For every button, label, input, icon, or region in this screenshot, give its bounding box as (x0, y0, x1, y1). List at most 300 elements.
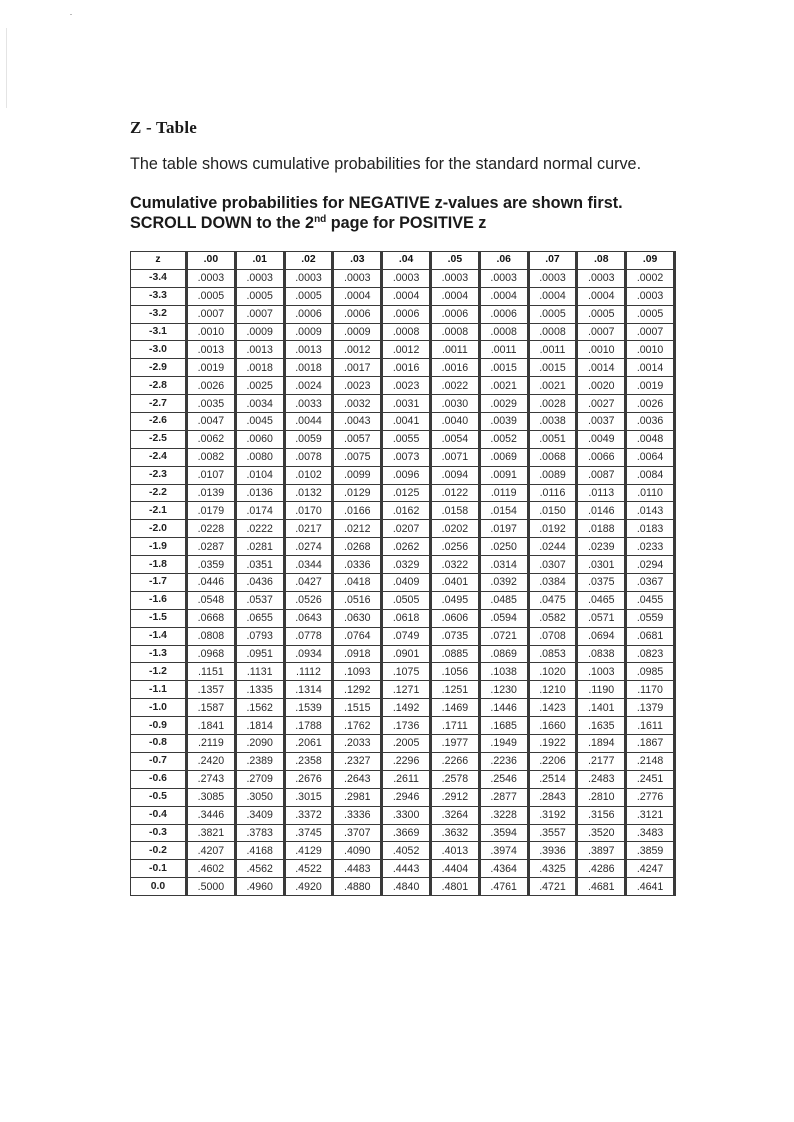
probability-cell: .0039 (479, 413, 528, 431)
probability-cell: .0003 (382, 269, 431, 287)
probability-cell: .0006 (333, 305, 382, 323)
table-row (131, 609, 675, 627)
probability-cell: .1446 (479, 699, 528, 717)
probability-cell: .0808 (187, 627, 236, 645)
probability-cell: .1867 (626, 735, 675, 753)
table-row (131, 860, 675, 878)
probability-cell: .0735 (430, 627, 479, 645)
z-value-cell: -2.6 (131, 413, 187, 431)
probability-cell: .0132 (284, 484, 333, 502)
probability-cell: .0087 (577, 466, 626, 484)
probability-cell: .0057 (333, 430, 382, 448)
probability-cell: .0073 (382, 448, 431, 466)
probability-cell: .0022 (430, 377, 479, 395)
probability-cell: .1379 (626, 699, 675, 717)
probability-cell: .0018 (284, 359, 333, 377)
probability-cell: .2327 (333, 752, 382, 770)
table-row (131, 627, 675, 645)
probability-cell: .0516 (333, 591, 382, 609)
probability-cell: .0125 (382, 484, 431, 502)
probability-cell: .3936 (528, 842, 577, 860)
z-value-cell: -0.9 (131, 717, 187, 735)
table-row (131, 556, 675, 574)
probability-cell: .1762 (333, 717, 382, 735)
probability-cell: .0436 (235, 574, 284, 592)
probability-cell: .1003 (577, 663, 626, 681)
probability-cell: .1056 (430, 663, 479, 681)
z-value-cell: -2.4 (131, 448, 187, 466)
probability-cell: .0006 (284, 305, 333, 323)
probability-cell: .1131 (235, 663, 284, 681)
probability-cell: .0314 (479, 556, 528, 574)
probability-cell: .2033 (333, 735, 382, 753)
intro-text: The table shows cumulative probabilities for the standard normal curve. (130, 155, 642, 173)
column-header: .09 (626, 252, 675, 270)
probability-cell: .2177 (577, 752, 626, 770)
probability-cell: .3520 (577, 824, 626, 842)
probability-cell: .0059 (284, 430, 333, 448)
probability-cell: .0207 (382, 520, 431, 538)
table-row (131, 269, 675, 287)
probability-cell: .1170 (626, 681, 675, 699)
probability-cell: .2090 (235, 735, 284, 753)
probability-cell: .1977 (430, 735, 479, 753)
probability-cell: .3228 (479, 806, 528, 824)
z-value-cell: -0.1 (131, 860, 187, 878)
probability-cell: .3372 (284, 806, 333, 824)
table-row (131, 430, 675, 448)
probability-cell: .0075 (333, 448, 382, 466)
table-row (131, 842, 675, 860)
probability-cell: .2005 (382, 735, 431, 753)
probability-cell: .3192 (528, 806, 577, 824)
probability-cell: .0025 (235, 377, 284, 395)
probability-cell: .0084 (626, 466, 675, 484)
probability-cell: .3974 (479, 842, 528, 860)
probability-cell: .0322 (430, 556, 479, 574)
probability-cell: .0885 (430, 645, 479, 663)
z-value-cell: -1.2 (131, 663, 187, 681)
probability-cell: .0119 (479, 484, 528, 502)
probability-cell: .0014 (626, 359, 675, 377)
probability-cell: .0054 (430, 430, 479, 448)
probability-cell: .1190 (577, 681, 626, 699)
probability-cell: .0418 (333, 574, 382, 592)
probability-cell: .1562 (235, 699, 284, 717)
probability-cell: .3669 (382, 824, 431, 842)
probability-cell: .0384 (528, 574, 577, 592)
probability-cell: .0007 (187, 305, 236, 323)
probability-cell: .2912 (430, 788, 479, 806)
probability-cell: .5000 (187, 878, 236, 896)
probability-cell: .2420 (187, 752, 236, 770)
probability-cell: .2358 (284, 752, 333, 770)
probability-cell: .0495 (430, 591, 479, 609)
probability-cell: .0174 (235, 502, 284, 520)
probability-cell: .0192 (528, 520, 577, 538)
probability-cell: .3783 (235, 824, 284, 842)
probability-cell: .0082 (187, 448, 236, 466)
heading-text-main: Cumulative probabilities for NEGATIVE z-values are shown first. SCROLL DOWN to the 2 (130, 194, 623, 232)
probability-cell: .0233 (626, 538, 675, 556)
probability-cell: .0029 (479, 395, 528, 413)
probability-cell: .2709 (235, 770, 284, 788)
probability-cell: .0344 (284, 556, 333, 574)
probability-cell: .4681 (577, 878, 626, 896)
probability-cell: .0011 (430, 341, 479, 359)
probability-cell: .0068 (528, 448, 577, 466)
probability-cell: .4090 (333, 842, 382, 860)
z-value-cell: -0.2 (131, 842, 187, 860)
probability-cell: .0004 (479, 287, 528, 305)
probability-cell: .1469 (430, 699, 479, 717)
z-value-cell: -2.2 (131, 484, 187, 502)
probability-cell: .0329 (382, 556, 431, 574)
probability-cell: .0064 (626, 448, 675, 466)
probability-cell: .0102 (284, 466, 333, 484)
probability-cell: .4801 (430, 878, 479, 896)
probability-cell: .0008 (430, 323, 479, 341)
probability-cell: .2389 (235, 752, 284, 770)
probability-cell: .0571 (577, 609, 626, 627)
probability-cell: .3707 (333, 824, 382, 842)
probability-cell: .0048 (626, 430, 675, 448)
probability-cell: .0287 (187, 538, 236, 556)
probability-cell: .0038 (528, 413, 577, 431)
table-row (131, 323, 675, 341)
probability-cell: .2451 (626, 770, 675, 788)
probability-cell: .2676 (284, 770, 333, 788)
probability-cell: .0026 (187, 377, 236, 395)
probability-cell: .0004 (577, 287, 626, 305)
probability-cell: .0006 (382, 305, 431, 323)
probability-cell: .0016 (382, 359, 431, 377)
probability-cell: .0708 (528, 627, 577, 645)
probability-cell: .0351 (235, 556, 284, 574)
probability-cell: .0035 (187, 395, 236, 413)
probability-cell: .0618 (382, 609, 431, 627)
probability-cell: .0002 (626, 269, 675, 287)
probability-cell: .0630 (333, 609, 382, 627)
probability-cell: .0004 (528, 287, 577, 305)
column-header: .02 (284, 252, 333, 270)
probability-cell: .2061 (284, 735, 333, 753)
probability-cell: .0020 (577, 377, 626, 395)
column-header: .04 (382, 252, 431, 270)
probability-cell: .1230 (479, 681, 528, 699)
table-row (131, 287, 675, 305)
probability-cell: .3336 (333, 806, 382, 824)
z-value-cell: -1.5 (131, 609, 187, 627)
probability-cell: .0012 (382, 341, 431, 359)
probability-cell: .0003 (528, 269, 577, 287)
probability-cell: .0694 (577, 627, 626, 645)
probability-cell: .1020 (528, 663, 577, 681)
probability-cell: .2810 (577, 788, 626, 806)
z-value-cell: -3.0 (131, 341, 187, 359)
z-value-cell: -0.8 (131, 735, 187, 753)
probability-cell: .0427 (284, 574, 333, 592)
z-value-cell: -1.0 (131, 699, 187, 717)
probability-cell: .0262 (382, 538, 431, 556)
probability-cell: .0023 (333, 377, 382, 395)
probability-cell: .0062 (187, 430, 236, 448)
probability-cell: .0110 (626, 484, 675, 502)
probability-cell: .0401 (430, 574, 479, 592)
z-value-cell: -1.1 (131, 681, 187, 699)
column-header-z: z (131, 252, 187, 270)
probability-cell: .0475 (528, 591, 577, 609)
probability-cell: .0294 (626, 556, 675, 574)
table-row (131, 484, 675, 502)
probability-cell: .0033 (284, 395, 333, 413)
z-value-cell: -3.4 (131, 269, 187, 287)
probability-cell: .0003 (284, 269, 333, 287)
probability-cell: .1492 (382, 699, 431, 717)
probability-cell: .0003 (626, 287, 675, 305)
probability-cell: .0934 (284, 645, 333, 663)
probability-cell: .0643 (284, 609, 333, 627)
z-value-cell: -2.5 (131, 430, 187, 448)
table-row (131, 448, 675, 466)
table-row (131, 395, 675, 413)
probability-cell: .0668 (187, 609, 236, 627)
probability-cell: .1635 (577, 717, 626, 735)
probability-cell: .0030 (430, 395, 479, 413)
probability-cell: .0392 (479, 574, 528, 592)
probability-cell: .2578 (430, 770, 479, 788)
probability-cell: .4483 (333, 860, 382, 878)
column-header: .03 (333, 252, 382, 270)
probability-cell: .0166 (333, 502, 382, 520)
table-row (131, 359, 675, 377)
table-row (131, 735, 675, 753)
probability-cell: .0021 (528, 377, 577, 395)
probability-cell: .1949 (479, 735, 528, 753)
probability-cell: .0024 (284, 377, 333, 395)
column-header: .00 (187, 252, 236, 270)
heading-superscript: nd (314, 214, 327, 225)
probability-cell: .1894 (577, 735, 626, 753)
probability-cell: .0582 (528, 609, 577, 627)
probability-cell: .0045 (235, 413, 284, 431)
probability-cell: .0721 (479, 627, 528, 645)
table-body (131, 269, 675, 895)
probability-cell: .3745 (284, 824, 333, 842)
probability-cell: .0107 (187, 466, 236, 484)
probability-cell: .0009 (333, 323, 382, 341)
probability-cell: .1357 (187, 681, 236, 699)
probability-cell: .0091 (479, 466, 528, 484)
probability-cell: .0154 (479, 502, 528, 520)
z-value-cell: -3.2 (131, 305, 187, 323)
probability-cell: .1788 (284, 717, 333, 735)
probability-cell: .0044 (284, 413, 333, 431)
probability-cell: .2546 (479, 770, 528, 788)
probability-cell: .0071 (430, 448, 479, 466)
z-value-cell: -0.5 (131, 788, 187, 806)
probability-cell: .0011 (479, 341, 528, 359)
probability-cell: .0013 (235, 341, 284, 359)
probability-cell: .3594 (479, 824, 528, 842)
probability-cell: .0055 (382, 430, 431, 448)
z-value-cell: -0.4 (131, 806, 187, 824)
probability-cell: .0505 (382, 591, 431, 609)
table-row (131, 377, 675, 395)
probability-cell: .0008 (528, 323, 577, 341)
probability-cell: .0136 (235, 484, 284, 502)
table-row (131, 806, 675, 824)
z-value-cell: -2.7 (131, 395, 187, 413)
probability-cell: .0031 (382, 395, 431, 413)
probability-cell: .0139 (187, 484, 236, 502)
probability-cell: .0017 (333, 359, 382, 377)
probability-cell: .0004 (430, 287, 479, 305)
probability-cell: .3632 (430, 824, 479, 842)
probability-cell: .2483 (577, 770, 626, 788)
probability-cell: .1515 (333, 699, 382, 717)
probability-cell: .0409 (382, 574, 431, 592)
probability-cell: .0869 (479, 645, 528, 663)
table-row (131, 824, 675, 842)
probability-cell: .4761 (479, 878, 528, 896)
probability-cell: .2514 (528, 770, 577, 788)
probability-cell: .0129 (333, 484, 382, 502)
probability-cell: .0336 (333, 556, 382, 574)
probability-cell: .0018 (235, 359, 284, 377)
probability-cell: .0019 (626, 377, 675, 395)
probability-cell: .4168 (235, 842, 284, 860)
z-table (130, 251, 676, 896)
table-row (131, 878, 675, 896)
probability-cell: .0217 (284, 520, 333, 538)
probability-cell: .0008 (382, 323, 431, 341)
probability-cell: .0010 (187, 323, 236, 341)
probability-cell: .1314 (284, 681, 333, 699)
probability-cell: .2296 (382, 752, 431, 770)
probability-cell: .3821 (187, 824, 236, 842)
probability-cell: .1251 (430, 681, 479, 699)
probability-cell: .3300 (382, 806, 431, 824)
probability-cell: .0239 (577, 538, 626, 556)
probability-cell: .1611 (626, 717, 675, 735)
probability-cell: .1210 (528, 681, 577, 699)
probability-cell: .1685 (479, 717, 528, 735)
probability-cell: .0014 (577, 359, 626, 377)
probability-cell: .0559 (626, 609, 675, 627)
probability-cell: .0537 (235, 591, 284, 609)
probability-cell: .0548 (187, 591, 236, 609)
probability-cell: .4880 (333, 878, 382, 896)
probability-cell: .0212 (333, 520, 382, 538)
probability-cell: .0019 (187, 359, 236, 377)
column-header: .05 (430, 252, 479, 270)
probability-cell: .0162 (382, 502, 431, 520)
z-value-cell: -0.6 (131, 770, 187, 788)
probability-cell: .0010 (577, 341, 626, 359)
probability-cell: .2643 (333, 770, 382, 788)
probability-cell: .0003 (187, 269, 236, 287)
probability-cell: .1736 (382, 717, 431, 735)
probability-cell: .0005 (528, 305, 577, 323)
probability-cell: .0015 (479, 359, 528, 377)
probability-cell: .4325 (528, 860, 577, 878)
probability-cell: .0375 (577, 574, 626, 592)
probability-cell: .0007 (235, 305, 284, 323)
probability-cell: .0028 (528, 395, 577, 413)
probability-cell: .0104 (235, 466, 284, 484)
table-row (131, 699, 675, 717)
z-value-cell: -3.1 (131, 323, 187, 341)
probability-cell: .2776 (626, 788, 675, 806)
z-value-cell: -1.9 (131, 538, 187, 556)
probability-cell: .0606 (430, 609, 479, 627)
probability-cell: .0228 (187, 520, 236, 538)
probability-cell: .1093 (333, 663, 382, 681)
probability-cell: .0036 (626, 413, 675, 431)
probability-cell: .1075 (382, 663, 431, 681)
probability-cell: .0250 (479, 538, 528, 556)
probability-cell: .0823 (626, 645, 675, 663)
probability-cell: .0003 (577, 269, 626, 287)
z-value-cell: -2.8 (131, 377, 187, 395)
probability-cell: .4562 (235, 860, 284, 878)
z-value-cell: -1.6 (131, 591, 187, 609)
probability-cell: .0968 (187, 645, 236, 663)
probability-cell: .1401 (577, 699, 626, 717)
probability-cell: .3015 (284, 788, 333, 806)
probability-cell: .0007 (577, 323, 626, 341)
probability-cell: .0764 (333, 627, 382, 645)
probability-cell: .0023 (382, 377, 431, 395)
probability-cell: .2981 (333, 788, 382, 806)
probability-cell: .0013 (284, 341, 333, 359)
table-header-row (131, 252, 675, 270)
table-row (131, 502, 675, 520)
probability-cell: .0051 (528, 430, 577, 448)
table-row (131, 574, 675, 592)
probability-cell: .1841 (187, 717, 236, 735)
z-value-cell: -1.8 (131, 556, 187, 574)
probability-cell: .0853 (528, 645, 577, 663)
probability-cell: .0004 (382, 287, 431, 305)
probability-cell: .0096 (382, 466, 431, 484)
probability-cell: .0004 (333, 287, 382, 305)
column-header: .01 (235, 252, 284, 270)
z-value-cell: -3.3 (131, 287, 187, 305)
probability-cell: .4404 (430, 860, 479, 878)
probability-cell: .0446 (187, 574, 236, 592)
probability-cell: .0455 (626, 591, 675, 609)
table-row (131, 520, 675, 538)
probability-cell: .0006 (430, 305, 479, 323)
z-value-cell: -2.1 (131, 502, 187, 520)
probability-cell: .0222 (235, 520, 284, 538)
probability-cell: .3483 (626, 824, 675, 842)
probability-cell: .2236 (479, 752, 528, 770)
probability-cell: .4013 (430, 842, 479, 860)
probability-cell: .3557 (528, 824, 577, 842)
probability-cell: .0034 (235, 395, 284, 413)
column-header: .06 (479, 252, 528, 270)
probability-cell: .0066 (577, 448, 626, 466)
probability-cell: .1423 (528, 699, 577, 717)
probability-cell: .0040 (430, 413, 479, 431)
probability-cell: .3085 (187, 788, 236, 806)
probability-cell: .0183 (626, 520, 675, 538)
probability-cell: .0197 (479, 520, 528, 538)
probability-cell: .0005 (284, 287, 333, 305)
